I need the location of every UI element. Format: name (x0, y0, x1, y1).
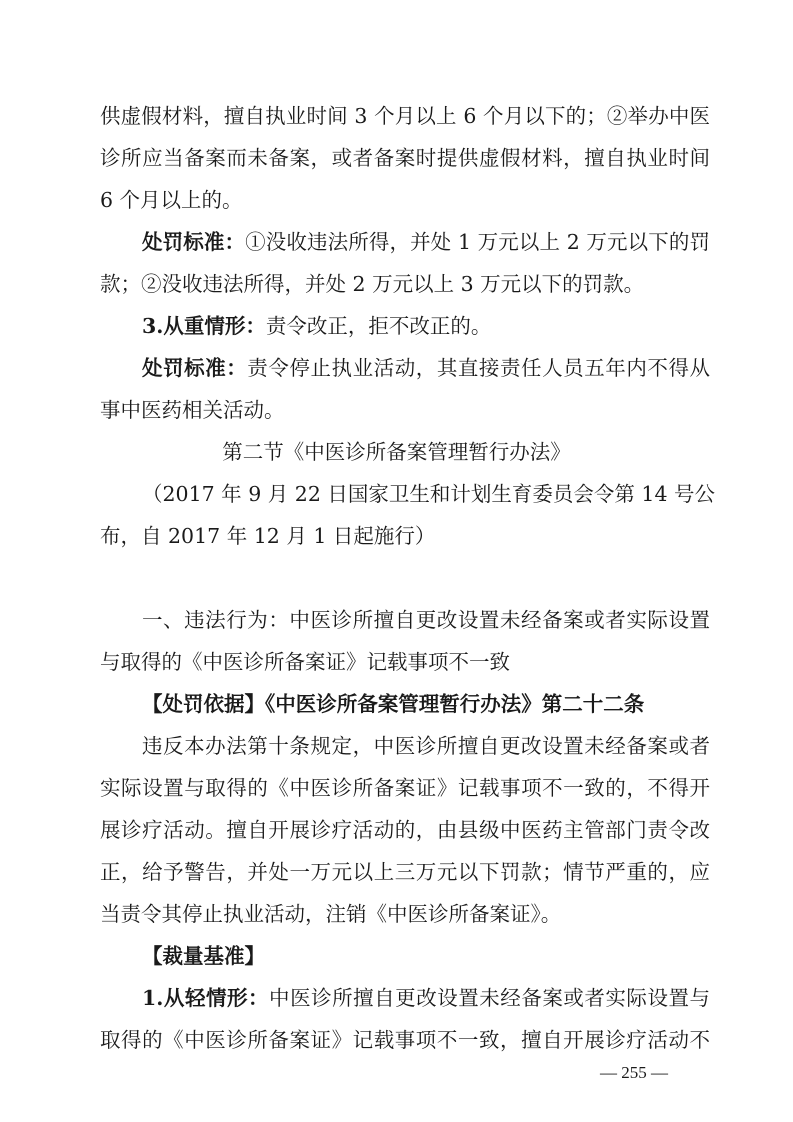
article-text: 实际设置与取得的《中医诊所备案证》记载事项不一致的，不得开 (100, 776, 710, 800)
article-text: 当责令其停止执业活动，注销《中医诊所备案证》。 (100, 902, 562, 926)
discretion-heading: 【裁量基准】 (142, 944, 265, 968)
body-line: 款；②没收违法所得，并处 2 万元以上 3 万元以下的罚款。 (100, 272, 645, 296)
violation-heading: 与取得的《中医诊所备案证》记载事项不一致 (100, 650, 510, 674)
penalty-standard-text: 责令停止执业活动，其直接责任人员五年内不得从 (247, 356, 711, 380)
section-title: 第二节《中医诊所备案管理暂行办法》 (222, 440, 571, 464)
article-text: 展诊疗活动。擅自开展诊疗活动的，由县级中医药主管部门责令改 (100, 818, 710, 842)
mitigating-label: 1.从轻情形： (142, 986, 270, 1010)
aggravating-text: 责令改正，拒不改正的。 (265, 314, 492, 338)
penalty-standard-text: ①没收违法所得，并处 1 万元以上 2 万元以下的罚 (245, 230, 711, 254)
page-number: — 255 — (600, 1063, 668, 1082)
body-line: 取得的《中医诊所备案证》记载事项不一致，擅自开展诊疗活动不 (100, 1028, 710, 1052)
penalty-standard-label: 处罚标准： (142, 230, 246, 254)
aggravating-line (142, 311, 710, 341)
mitigating-text: 中医诊所擅自更改设置未经备案或者实际设置与 (269, 986, 711, 1010)
penalty-standard-label: 处罚标准： (142, 356, 248, 380)
article-text: 正，给予警告，并处一万元以上三万元以下罚款；情节严重的，应 (100, 860, 710, 884)
mitigating-line (142, 983, 710, 1013)
aggravating-label: 3.从重情形： (142, 314, 266, 338)
body-line: 6 个月以上的。 (100, 188, 243, 212)
penalty-standard-line (142, 353, 710, 383)
article-text: 违反本办法第十条规定，中医诊所擅自更改设置未经备案或者 (142, 734, 710, 758)
promulgation-note: 布，自 2017 年 12 月 1 日起施行） (100, 524, 436, 548)
violation-heading: 一、违法行为：中医诊所擅自更改设置未经备案或者实际设置 (142, 608, 710, 632)
promulgation-note: （2017 年 9 月 22 日国家卫生和计划生育委员会令第 14 号公 (142, 482, 715, 506)
body-line: 事中医药相关活动。 (100, 398, 285, 422)
penalty-standard-line (142, 227, 710, 257)
penalty-basis-heading: 【处罚依据】《中医诊所备案管理暂行办法》第二十二条 (142, 692, 645, 716)
body-line: 供虚假材料，擅自执业时间 3 个月以上 6 个月以下的；②举办中医 (100, 104, 710, 128)
body-line: 诊所应当备案而未备案，或者备案时提供虚假材料，擅自执业时间 (100, 146, 710, 170)
